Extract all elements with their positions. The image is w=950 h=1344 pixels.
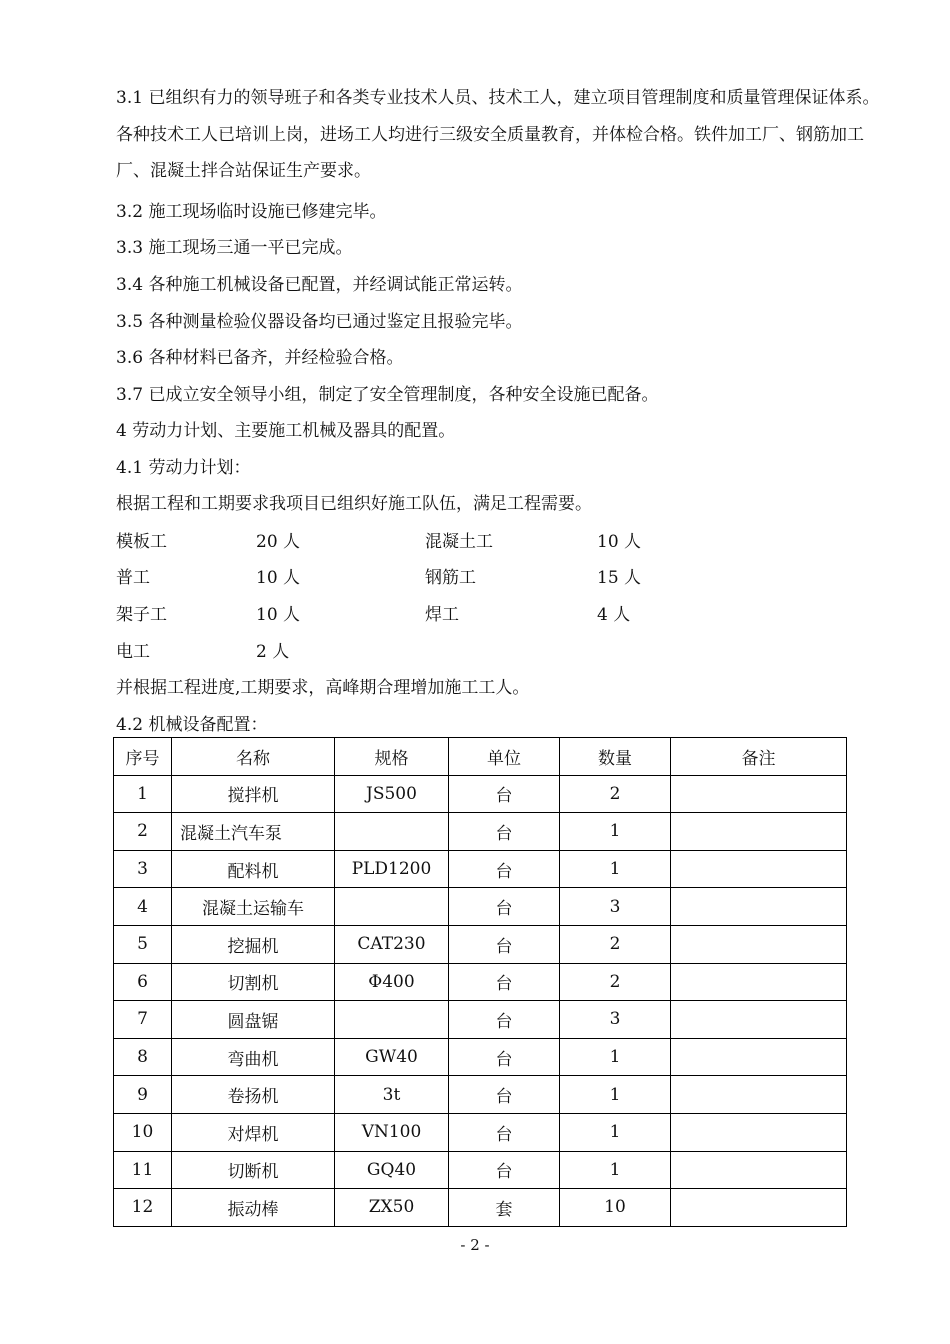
table-row	[114, 775, 847, 813]
cell-remarks	[671, 963, 847, 1001]
line-3-7: 3.7 已成立安全领导小组，制定了安全管理制度，各种安全设施已配备。	[116, 385, 659, 405]
cell-index: 12	[114, 1189, 172, 1227]
cell-spec: Φ400	[335, 963, 449, 1001]
labor-note: 并根据工程进度,工期要求，高峰期合理增加施工工人。	[116, 678, 530, 698]
labor-count: 10 人	[256, 605, 301, 625]
line-3-2: 3.2 施工现场临时设施已修建完毕。	[116, 202, 387, 222]
labor-count: 10 人	[597, 532, 642, 552]
header-index: 序号	[114, 738, 172, 776]
cell-spec: JS500	[335, 775, 449, 813]
cell-remarks	[671, 1001, 847, 1039]
cell-index: 9	[114, 1076, 172, 1114]
table-row	[114, 1001, 847, 1039]
cell-quantity: 3	[560, 1001, 671, 1039]
line-3-6: 3.6 各种材料已备齐，并经检验合格。	[116, 348, 404, 368]
cell-unit: 台	[449, 925, 560, 963]
labor-name: 普工	[116, 568, 150, 588]
cell-name: 配料机	[172, 850, 335, 888]
cell-remarks	[671, 1189, 847, 1227]
cell-index: 6	[114, 963, 172, 1001]
cell-name: 挖掘机	[172, 925, 335, 963]
cell-remarks	[671, 1113, 847, 1151]
table-row	[114, 925, 847, 963]
header-quantity: 数量	[560, 738, 671, 776]
cell-quantity: 1	[560, 850, 671, 888]
cell-index: 8	[114, 1038, 172, 1076]
cell-name: 弯曲机	[172, 1038, 335, 1076]
table-row	[114, 1076, 847, 1114]
cell-quantity: 1	[560, 1038, 671, 1076]
cell-remarks	[671, 850, 847, 888]
cell-remarks	[671, 1151, 847, 1189]
table-row	[114, 963, 847, 1001]
cell-spec: PLD1200	[335, 850, 449, 888]
line-3-5: 3.5 各种测量检验仪器设备均已通过鉴定且报验完毕。	[116, 312, 523, 332]
cell-quantity: 1	[560, 1113, 671, 1151]
cell-spec	[335, 813, 449, 851]
cell-unit: 台	[449, 850, 560, 888]
cell-unit: 台	[449, 963, 560, 1001]
table-row	[114, 850, 847, 888]
table-row	[114, 1038, 847, 1076]
cell-name: 搅拌机	[172, 775, 335, 813]
cell-index: 11	[114, 1151, 172, 1189]
heading-4-2: 4.2 机械设备配置：	[116, 715, 268, 735]
cell-unit: 台	[449, 1038, 560, 1076]
equipment-table	[113, 737, 847, 1227]
cell-remarks	[671, 775, 847, 813]
cell-remarks	[671, 888, 847, 926]
paragraph-3-1: 3.1 已组织有力的领导班子和各类专业技术人员、技术工人，建立项目管理制度和质量管理保证体系。各种技术工人已培训上岗，进场工人均进行三级安全质量教育，并体检合格。铁件加工厂、钢筋加工厂、混凝土拌合站保证生产要求。	[116, 88, 880, 181]
cell-name: 混凝土汽车泵	[172, 813, 335, 851]
header-name: 名称	[172, 738, 335, 776]
table-row	[114, 1151, 847, 1189]
cell-spec	[335, 888, 449, 926]
cell-unit: 台	[449, 813, 560, 851]
cell-name: 振动棒	[172, 1189, 335, 1227]
cell-name: 切割机	[172, 963, 335, 1001]
page-number: - 2 -	[460, 1236, 490, 1254]
labor-name: 混凝土工	[425, 532, 493, 552]
cell-name: 切断机	[172, 1151, 335, 1189]
header-unit: 单位	[449, 738, 560, 776]
cell-index: 3	[114, 850, 172, 888]
labor-name: 电工	[116, 642, 150, 662]
cell-index: 2	[114, 813, 172, 851]
cell-name: 卷扬机	[172, 1076, 335, 1114]
cell-spec: VN100	[335, 1113, 449, 1151]
cell-spec	[335, 1001, 449, 1039]
cell-unit: 台	[449, 1151, 560, 1189]
cell-spec: CAT230	[335, 925, 449, 963]
cell-unit: 台	[449, 1113, 560, 1151]
labor-count: 10 人	[256, 568, 301, 588]
labor-name: 钢筋工	[425, 568, 476, 588]
cell-quantity: 2	[560, 775, 671, 813]
labor-name: 模板工	[116, 532, 167, 552]
table-row	[114, 1113, 847, 1151]
cell-spec: GQ40	[335, 1151, 449, 1189]
cell-quantity: 1	[560, 1076, 671, 1114]
cell-quantity: 10	[560, 1189, 671, 1227]
labor-name: 焊工	[425, 605, 459, 625]
cell-quantity: 1	[560, 1151, 671, 1189]
labor-count: 20 人	[256, 532, 301, 552]
cell-quantity: 2	[560, 925, 671, 963]
labor-name: 架子工	[116, 605, 167, 625]
cell-spec: ZX50	[335, 1189, 449, 1227]
line-3-4: 3.4 各种施工机械设备已配置，并经调试能正常运转。	[116, 275, 523, 295]
cell-name: 对焊机	[172, 1113, 335, 1151]
labor-count: 15 人	[597, 568, 642, 588]
cell-spec: 3t	[335, 1076, 449, 1114]
cell-quantity: 3	[560, 888, 671, 926]
table-row	[114, 1189, 847, 1227]
labor-count: 4 人	[597, 605, 631, 625]
cell-name: 混凝土运输车	[172, 888, 335, 926]
cell-unit: 套	[449, 1189, 560, 1227]
cell-unit: 台	[449, 888, 560, 926]
table-row	[114, 813, 847, 851]
cell-index: 5	[114, 925, 172, 963]
cell-unit: 台	[449, 1001, 560, 1039]
heading-4-1: 4.1 劳动力计划：	[116, 458, 251, 478]
labor-count: 2 人	[256, 642, 290, 662]
labor-intro: 根据工程和工期要求我项目已组织好施工队伍，满足工程需要。	[116, 494, 592, 514]
cell-index: 10	[114, 1113, 172, 1151]
header-spec: 规格	[335, 738, 449, 776]
cell-index: 4	[114, 888, 172, 926]
cell-index: 1	[114, 775, 172, 813]
header-remarks: 备注	[671, 738, 847, 776]
cell-remarks	[671, 813, 847, 851]
table-header-row	[114, 738, 847, 776]
line-3-3: 3.3 施工现场三通一平已完成。	[116, 238, 353, 258]
table-row	[114, 888, 847, 926]
cell-unit: 台	[449, 1076, 560, 1114]
cell-unit: 台	[449, 775, 560, 813]
cell-remarks	[671, 1038, 847, 1076]
cell-quantity: 2	[560, 963, 671, 1001]
cell-quantity: 1	[560, 813, 671, 851]
cell-remarks	[671, 1076, 847, 1114]
cell-name: 圆盘锯	[172, 1001, 335, 1039]
cell-index: 7	[114, 1001, 172, 1039]
heading-4: 4 劳动力计划、主要施工机械及器具的配置。	[116, 421, 456, 441]
cell-remarks	[671, 925, 847, 963]
cell-spec: GW40	[335, 1038, 449, 1076]
